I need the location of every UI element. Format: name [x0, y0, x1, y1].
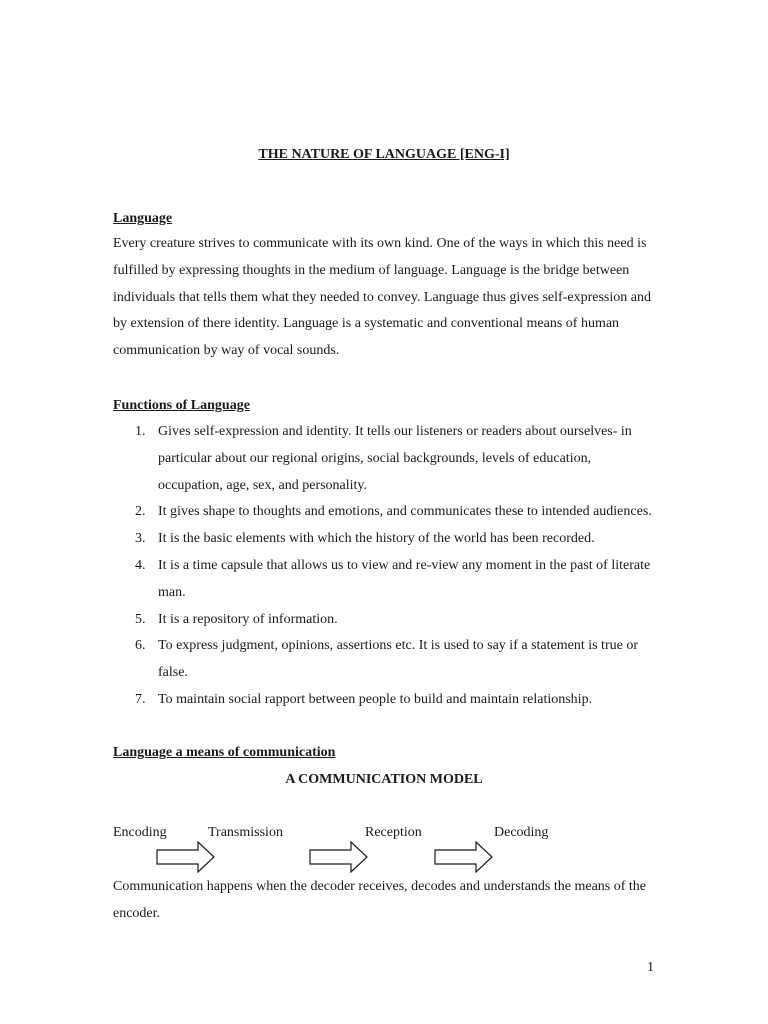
- language-paragraph: Every creature strives to communicate with its own kind. One of the ways in which this need is fulfilled by expressing thoughts in the medium of language. Language is the bridge between individuals that tells them what they needed to convey. Language thus gives self-expression and by extension of there identity. Language is a systematic and conventional means of human communication by way of vocal sounds.: [113, 236, 651, 359]
- list-item-number: 3.: [135, 531, 146, 547]
- list-item-number: 1.: [135, 424, 146, 439]
- list-item-number: 2.: [135, 504, 146, 520]
- list-item: [113, 419, 658, 499]
- list-item: [113, 633, 658, 687]
- list-item-text: It is the basic elements with which the history of the world has been recorded.: [158, 531, 595, 547]
- list-item-number: 5.: [135, 611, 146, 627]
- stage-label-transmission: Transmission: [208, 825, 283, 840]
- page-number: 1: [647, 960, 654, 975]
- arrow-right-icon: [434, 841, 494, 873]
- list-item: [113, 687, 658, 714]
- section-heading-language: Language: [113, 211, 173, 226]
- stage-label-reception: Reception: [365, 825, 422, 840]
- arrow-right-icon: [156, 841, 216, 873]
- list-item: [113, 553, 658, 607]
- list-item-text: It is a repository of information.: [158, 611, 338, 627]
- list-item-text: To express judgment, opinions, assertions etc. It is used to say if a statement is true or false.: [158, 638, 638, 681]
- list-item: [113, 526, 658, 553]
- list-item-text: It is a time capsule that allows us to view and re-view any moment in the past of literate man.: [158, 557, 651, 600]
- arrow-right-icon: [309, 841, 369, 873]
- document-title: THE NATURE OF LANGUAGE [ENG-I]: [258, 147, 510, 162]
- communication-paragraph: Communication happens when the decoder receives, decodes and understands the means of the encoder.: [113, 879, 646, 921]
- section-heading-functions: Functions of Language: [113, 398, 250, 413]
- list-item-number: 7.: [135, 691, 146, 707]
- communication-model-title: A COMMUNICATION MODEL: [285, 772, 483, 787]
- stage-label-decoding: Decoding: [494, 825, 549, 840]
- list-item-text: It gives shape to thoughts and emotions, and communicates these to intended audiences.: [158, 504, 652, 520]
- list-item: [113, 607, 658, 634]
- list-item: [113, 499, 658, 526]
- functions-list: [113, 419, 658, 714]
- section-heading-communication: Language a means of communication: [113, 745, 336, 760]
- list-item-text: Gives self-expression and identity. It tells our listeners or readers about ourselves- in particular about our regional origins, social backgrounds, levels of education, occupation, age, sex, and personality.: [158, 424, 632, 493]
- list-item-number: 4.: [135, 557, 146, 573]
- stage-label-encoding: Encoding: [113, 825, 167, 840]
- list-item-number: 6.: [135, 638, 146, 654]
- list-item-text: To maintain social rapport between people to build and maintain relationship.: [158, 691, 593, 707]
